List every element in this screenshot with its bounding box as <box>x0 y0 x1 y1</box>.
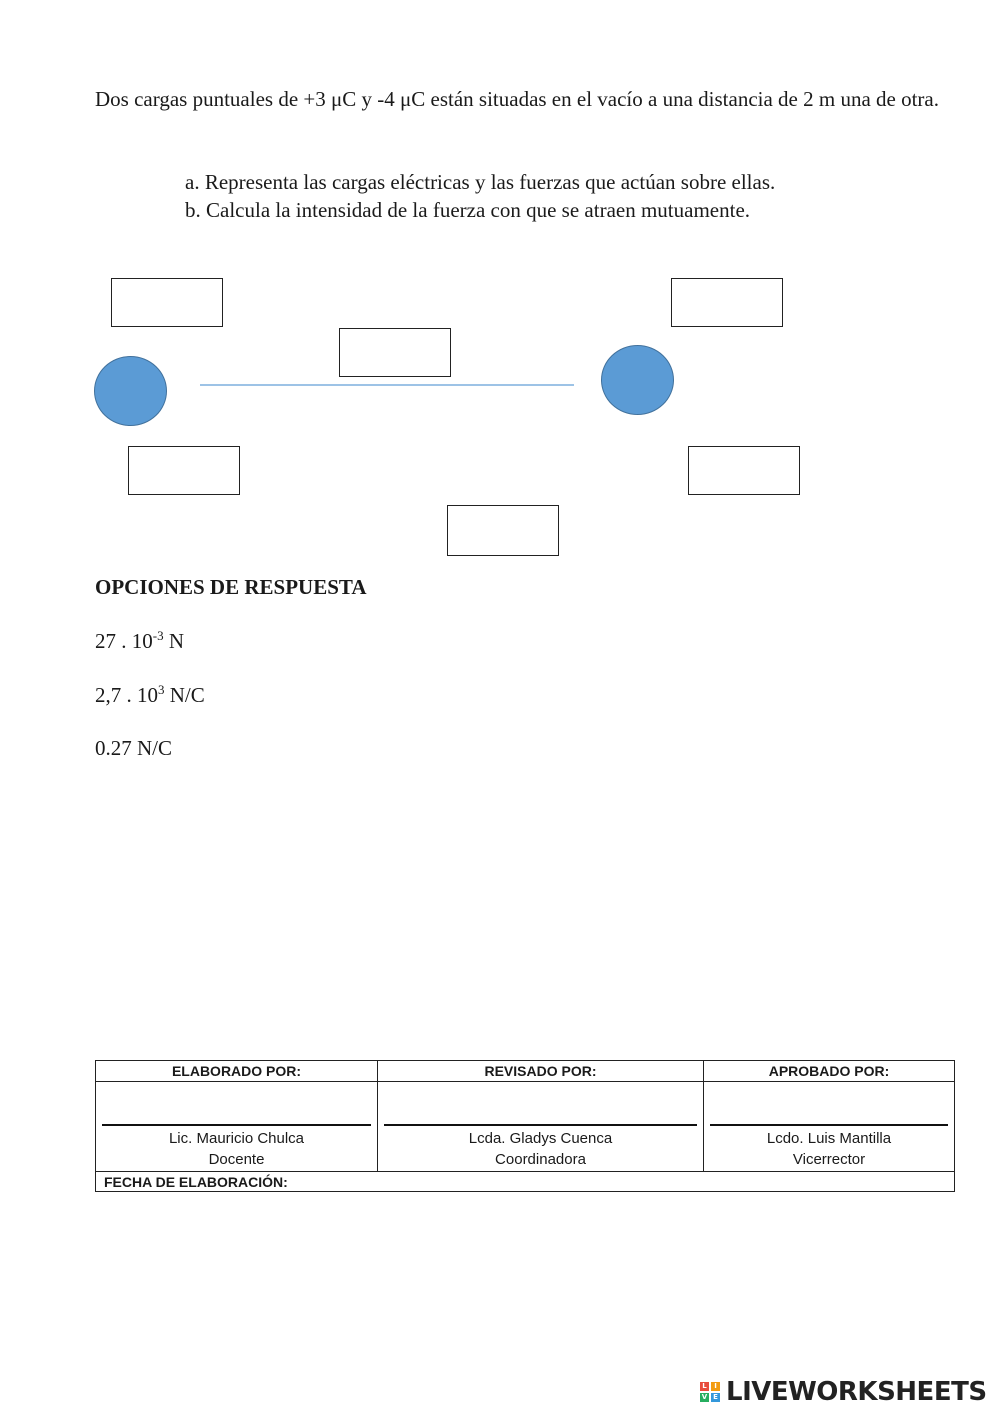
option-2-exp: 3 <box>158 682 165 697</box>
logo-icon <box>700 1382 720 1402</box>
logo-letter-e: E <box>711 1393 720 1402</box>
liveworksheets-logo <box>700 1375 987 1409</box>
charge-left <box>94 356 167 426</box>
option-2-unit: N/C <box>164 683 205 707</box>
item-a: a. Representa las cargas eléctricas y las fuerzas que actúan sobre ellas. <box>185 170 776 194</box>
logo-letter-v: V <box>701 1393 708 1401</box>
header-revisado: REVISADO POR: <box>378 1061 704 1082</box>
logo-letter-l: L <box>700 1382 709 1391</box>
answer-box-2[interactable] <box>339 328 451 377</box>
answer-box-5[interactable] <box>688 446 800 495</box>
signer-role: Vicerrector <box>792 1151 866 1168</box>
answers-heading: OPCIONES DE RESPUESTA <box>95 575 367 599</box>
signer-role: Docente <box>208 1151 265 1168</box>
option-3-base: 0.27 N/C <box>95 736 173 760</box>
logo-letter-i: I <box>711 1382 720 1391</box>
option-2-base: 2,7 . 10 <box>95 683 158 707</box>
signature-line <box>384 1124 697 1126</box>
header-aprobado: APROBADO POR: <box>704 1061 955 1082</box>
date-label: FECHA DE ELABORACIÓN: <box>96 1172 955 1192</box>
option-1-exp: -3 <box>152 628 164 643</box>
problem-items <box>185 168 945 224</box>
signature-cell-2 <box>378 1082 704 1172</box>
signature-line <box>102 1124 371 1126</box>
logo-text: LIVEWORKSHEETS <box>726 1377 987 1407</box>
signature-cell-3 <box>704 1082 955 1172</box>
signer-name: Lic. Mauricio Chulca <box>168 1130 305 1147</box>
signer-role: Coordinadora <box>495 1151 586 1168</box>
signer-name: Lcdo. Luis Mantilla <box>766 1130 892 1147</box>
signature-table <box>95 1060 955 1192</box>
distance-line <box>200 384 574 386</box>
signature-line <box>710 1124 948 1126</box>
problem-statement: Dos cargas puntuales de +3 μC y -4 μC están situadas en el vacío a una distancia de 2 m una de otra. <box>95 87 939 111</box>
answer-option-2 <box>95 682 205 708</box>
option-1-base: 27 . 10 <box>95 629 153 653</box>
answer-box-3[interactable] <box>671 278 783 327</box>
answer-box-6[interactable] <box>447 505 559 556</box>
item-b: b. Calcula la intensidad de la fuerza con que se atraen mutuamente. <box>185 198 751 222</box>
answer-box-1[interactable] <box>111 278 223 327</box>
charge-right <box>601 345 674 415</box>
option-1-unit: N <box>163 629 185 653</box>
signer-name: Lcda. Gladys Cuenca <box>468 1130 613 1147</box>
signature-cell-1 <box>96 1082 378 1172</box>
answer-option-3 <box>95 736 172 761</box>
answer-option-1 <box>95 628 184 654</box>
answer-box-4[interactable] <box>128 446 240 495</box>
header-elaborado: ELABORADO POR: <box>96 1061 378 1082</box>
